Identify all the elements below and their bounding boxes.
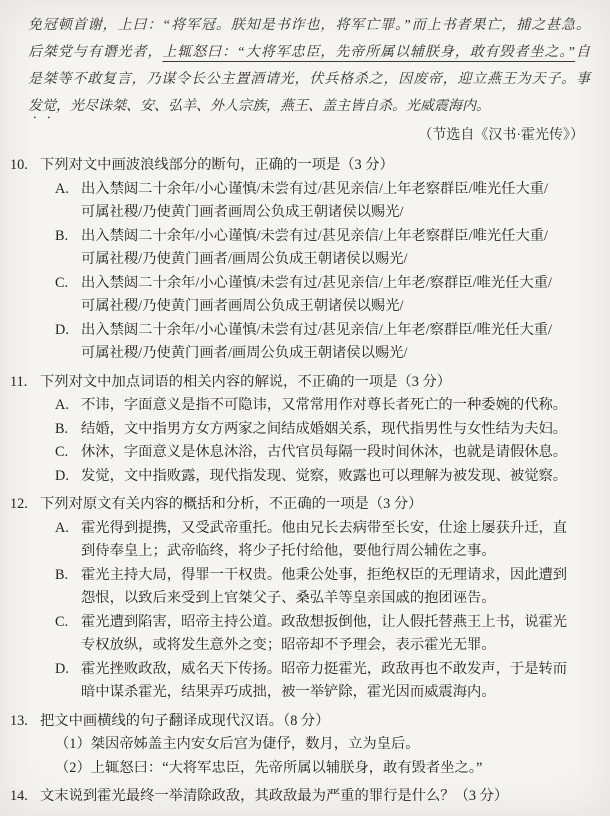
- option-text: 怨恨，以致后来受到上官桀父子、桑弘羊等皇亲国戚的抱团诬告。: [81, 590, 496, 606]
- question-stem: 文末说到霍光最终一举清除政敌，其政敌最为严重的罪行是什么？（3 分）: [40, 788, 509, 804]
- option-label: B.: [55, 227, 69, 244]
- option-a: [55, 394, 598, 418]
- option-label: A.: [55, 519, 69, 536]
- option-label: D.: [55, 321, 69, 338]
- question-number: 10.: [10, 157, 28, 173]
- option-text: 暗中谋杀霍光，结果弄巧成拙，被一举铲除，霍光因而威震海内。: [81, 684, 496, 700]
- option-text: 不讳，字面意义是指不可隐讳，又常常用作对尊长者死亡的一种委婉的代称。: [81, 397, 568, 413]
- question-stem: 下列对原文有关内容的概括和分析，不正确的一项是（3 分）: [40, 496, 423, 512]
- emphasized-word: 发觉: [28, 99, 56, 114]
- option-text: 霍光遭到陷害，昭帝主持公道。政敌想扳倒他，让人假托替燕王上书，说霍光: [81, 613, 568, 630]
- option-label: B.: [55, 566, 69, 583]
- question-stem: 把文中画横线的句子翻译成现代汉语。（8 分）: [40, 712, 330, 729]
- option-text: 可属社稷/乃使黄门画者/画周公负成王朝诸侯以赐光/: [81, 251, 408, 267]
- passage-line: [28, 39, 590, 66]
- question-10: [10, 154, 598, 366]
- option-label: A.: [55, 397, 69, 413]
- option-a: [55, 178, 598, 225]
- option-text: 专权放纵，或将发生意外之变；昭帝却不予理会，表示霍光无罪。: [81, 637, 496, 653]
- option-label: A.: [55, 180, 69, 197]
- option-b: [55, 564, 598, 611]
- question-13: [10, 710, 598, 781]
- passage-paragraph: [28, 12, 590, 122]
- translation-sentence-2: （2）上辄怒曰：“大将军忠臣，先帝所属以辅朕身，敢有毁者坐之。”: [55, 759, 483, 776]
- passage-text: 自: [575, 45, 590, 60]
- passage-text: 后桀党与有谮光者，: [28, 45, 163, 60]
- option-label: B.: [55, 420, 69, 437]
- passage-attribution: （节选自《汉书·霍光传》）: [418, 128, 584, 143]
- passage-line: 是桀等不敢复言，乃谋令长公主置酒请光，伏兵格杀之，因废帝，迎立燕王为天子。事: [28, 72, 590, 87]
- option-text: 结婚，文中指男方女方两家之间结成婚姻关系，现代指男性与女性结为夫妇。: [81, 420, 568, 437]
- option-text: 到侍奉皇上；武帝临终，将少子托付给他，要他行周公辅佐之事。: [81, 543, 496, 559]
- passage-text: ，光尽诛桀、安、弘羊、外人宗族，燕王、盖主皆自杀。光威震海内。: [56, 99, 490, 114]
- option-label: C.: [55, 444, 69, 460]
- option-label: C.: [55, 613, 69, 630]
- option-text: 可属社稷/乃使黄门画者/画周公负成王朝诸侯以赐光/: [81, 345, 408, 361]
- question-11: [10, 371, 598, 489]
- option-label: C.: [55, 274, 69, 291]
- option-text: 出入禁闼二十余年/小心谨慎/未尝有过/甚见亲信/上年老/察群臣/唯光任大重/: [81, 321, 553, 338]
- passage-line: [28, 93, 590, 122]
- option-text: 霍光主持大局，得罪一干权贵。他秉公处事，拒绝权臣的无理请求，因此遭到: [81, 566, 568, 583]
- option-text: 出入禁闼二十余年/小心谨慎/未尝有过/甚见亲信/上年老/察群臣/唯光任大重/: [81, 274, 553, 291]
- option-text: 出入禁闼二十余年/小心谨慎/未尝有过/甚见亲信/上年老察群臣/唯光任大重/: [81, 227, 549, 244]
- option-text: 休沐，字面意义是休息沐浴，古代官员每隔一段时间休沐，也就是请假休息。: [81, 444, 568, 460]
- option-label: D.: [55, 467, 69, 484]
- question-14: [10, 785, 598, 809]
- translation-sentence-1: （1）桀因帝姊盖主内安女后宫为倢伃，数月，立为皇后。: [55, 736, 420, 752]
- option-b: [55, 225, 598, 272]
- option-c: [55, 272, 598, 319]
- question-12: [10, 493, 598, 705]
- option-text: 可属社稷/乃使黄门画者画周公负成王朝诸侯以赐光/: [81, 298, 404, 314]
- option-b: [55, 418, 598, 442]
- option-text: 可属社稷/乃使黄门画者画周公负成王朝诸侯以赐光/: [81, 204, 404, 220]
- question-number: 11.: [10, 373, 28, 390]
- option-text: 霍光挫败政敌，威名天下传扬。昭帝力挺霍光，政敌再也不敢发声，于是转而: [81, 660, 568, 677]
- option-d: [55, 658, 598, 705]
- option-d: [55, 465, 598, 489]
- question-stem: 下列对文中画波浪线部分的断句，正确的一项是（3 分）: [40, 157, 394, 173]
- option-text: 霍光得到提携，又受武帝重托。他由兄长去病带至长安，仕途上屡获升迁，直: [81, 519, 568, 536]
- option-text: 发觉，文中指败露，现代指发现、觉察，败露也可以理解为被发现、被觉察。: [81, 467, 568, 484]
- underlined-sentence: 上辄怒曰：“大将军忠臣，先帝所属以辅朕身，敢有毁者坐之。”: [162, 45, 576, 60]
- question-stem: 下列对文中加点词语的相关内容的解说，不正确的一项是（3 分）: [40, 373, 452, 390]
- option-c: [55, 611, 598, 658]
- option-label: D.: [55, 660, 69, 677]
- question-number: 14.: [10, 788, 28, 804]
- option-c: [55, 441, 598, 465]
- option-a: [55, 517, 598, 564]
- passage-line: 免冠顿首谢，上曰：“将军冠。朕知是书诈也，将军亡罪。”而上书者果亡，捕之甚急。: [28, 18, 590, 33]
- question-number: 13.: [10, 712, 28, 729]
- option-text: 出入禁闼二十余年/小心谨慎/未尝有过/甚见亲信/上年老察群臣/唯光任大重/: [81, 180, 549, 197]
- question-number: 12.: [10, 496, 28, 512]
- option-d: [55, 319, 598, 366]
